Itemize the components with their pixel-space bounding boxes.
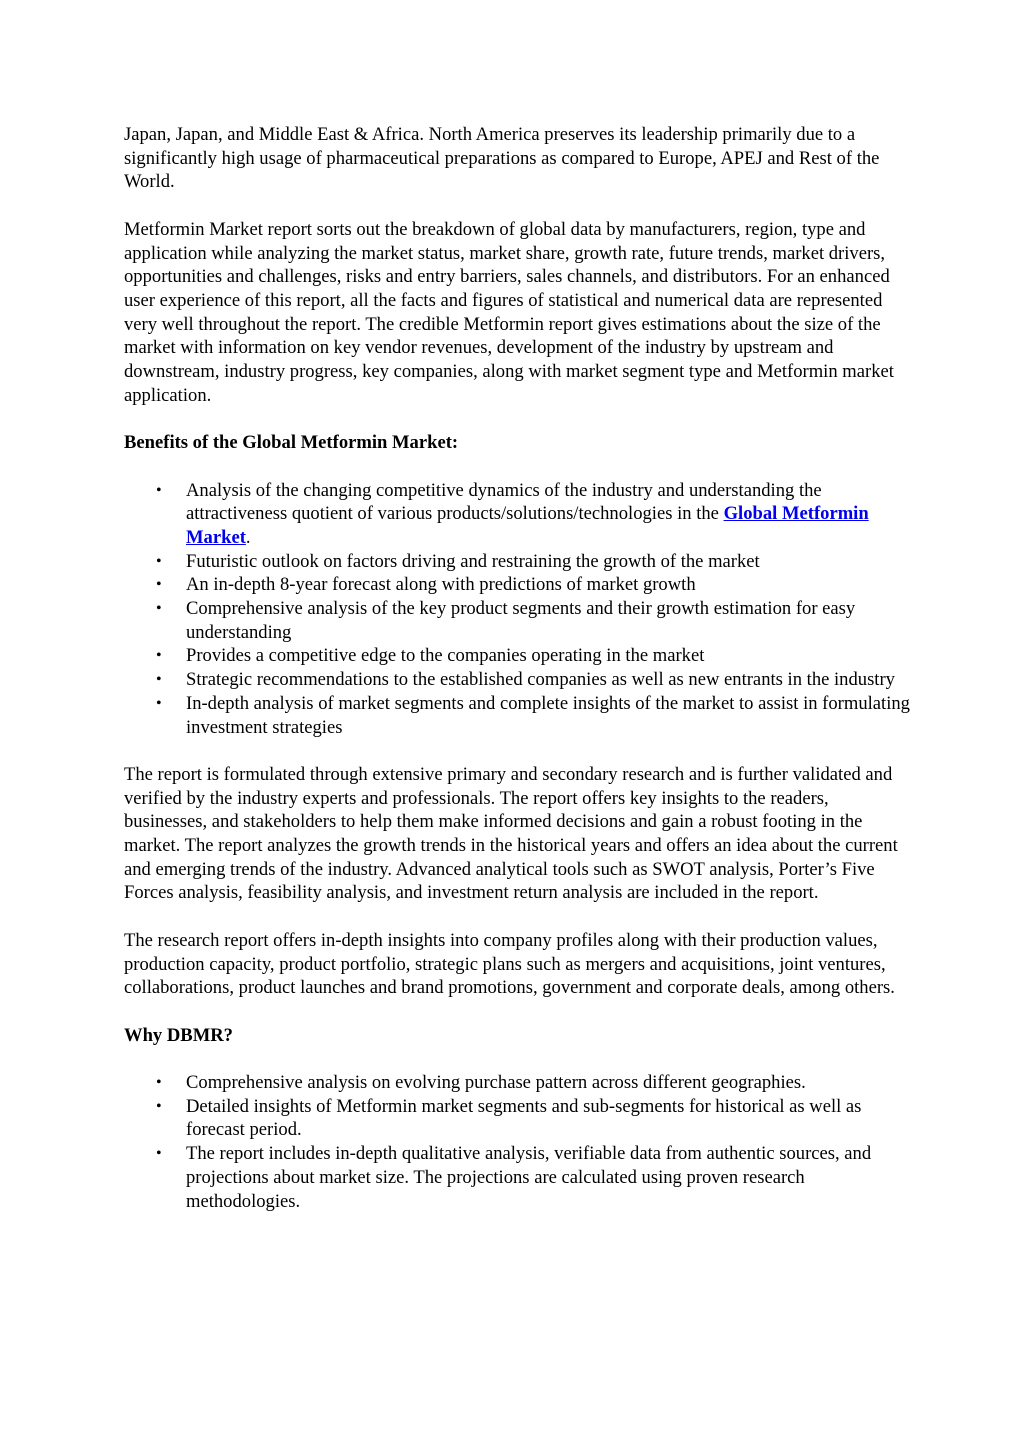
benefits-heading: Benefits of the Global Metformin Market: xyxy=(124,432,459,454)
list-item: • The report includes in-depth qualitative analysis, verifiable data from authentic sources, and projections about market size. The projections are calculated using proven research methodologies. xyxy=(186,1142,914,1213)
list-item: • Detailed insights of Metformin market segments and sub-segments for historical as well as forecast period. xyxy=(186,1095,914,1142)
list-item-tail: . xyxy=(245,526,251,548)
why-dbmr-heading: Why DBMR? xyxy=(124,1024,233,1046)
list-item-text: Analysis of the changing competitive dynamics of the industry and understanding the attractiveness quotient of various products/solutions/technologies in the xyxy=(186,479,822,525)
benefits-list xyxy=(124,479,914,740)
list-item xyxy=(186,479,914,550)
list-item: • Provides a competitive edge to the companies operating in the market xyxy=(186,644,914,668)
list-item: • An in-depth 8-year forecast along with predictions of market growth xyxy=(186,573,914,597)
paragraph-company-profiles: The research report offers in-depth insights into company profiles along with their production values, production capacity, product portfolio, strategic plans such as mergers and acquisitions, joint ventures, collaborations, product launches and brand promotions, government and corporate deals, among others. xyxy=(124,929,895,999)
list-item: • In-depth analysis of market segments and complete insights of the market to assist in formulating investment strategies xyxy=(186,692,914,739)
list-item: • Comprehensive analysis on evolving purchase pattern across different geographies. xyxy=(186,1071,914,1095)
paragraph-regions: Japan, Japan, and Middle East & Africa. North America preserves its leadership primarily due to a significantly high usage of pharmaceutical preparations as compared to Europe, APEJ and Rest of the World. xyxy=(124,124,880,193)
list-item: • Futuristic outlook on factors driving and restraining the growth of the market xyxy=(186,550,914,574)
list-item: • Strategic recommendations to the established companies as well as new entrants in the industry xyxy=(186,668,914,692)
list-item: • Comprehensive analysis of the key product segments and their growth estimation for easy understanding xyxy=(186,597,914,644)
paragraph-report-overview: Metformin Market report sorts out the breakdown of global data by manufacturers, region, type and application while analyzing the market status, market share, growth rate, future trends, market drivers, opportunities and challenges, risks and entry barriers, sales channels, and distributors. For an enhanced user experience of this report, all the facts and figures of statistical and numerical data are represented very well throughout the report. The credible Metformin report gives estimations about the size of the market with information on key vendor revenues, development of the industry by upstream and downstream, industry progress, key companies, along with market segment type and Metformin market application. xyxy=(124,218,894,406)
paragraph-research-method: The report is formulated through extensive primary and secondary research and is further validated and verified by the industry experts and professionals. The report offers key insights to the readers, businesses, and stakeholders to help them make informed decisions and gain a robust footing in the market. The report analyzes the growth trends in the historical years and offers an idea about the current and emerging trends of the industry. Advanced analytical tools such as SWOT analysis, Porter’s Five Forces analysis, feasibility analysis, and investment return analysis are included in the report. xyxy=(124,763,898,904)
document-page xyxy=(124,123,914,1237)
global-metformin-market-link[interactable]: Global Metformin Market xyxy=(186,503,869,548)
why-dbmr-list xyxy=(124,1071,914,1213)
